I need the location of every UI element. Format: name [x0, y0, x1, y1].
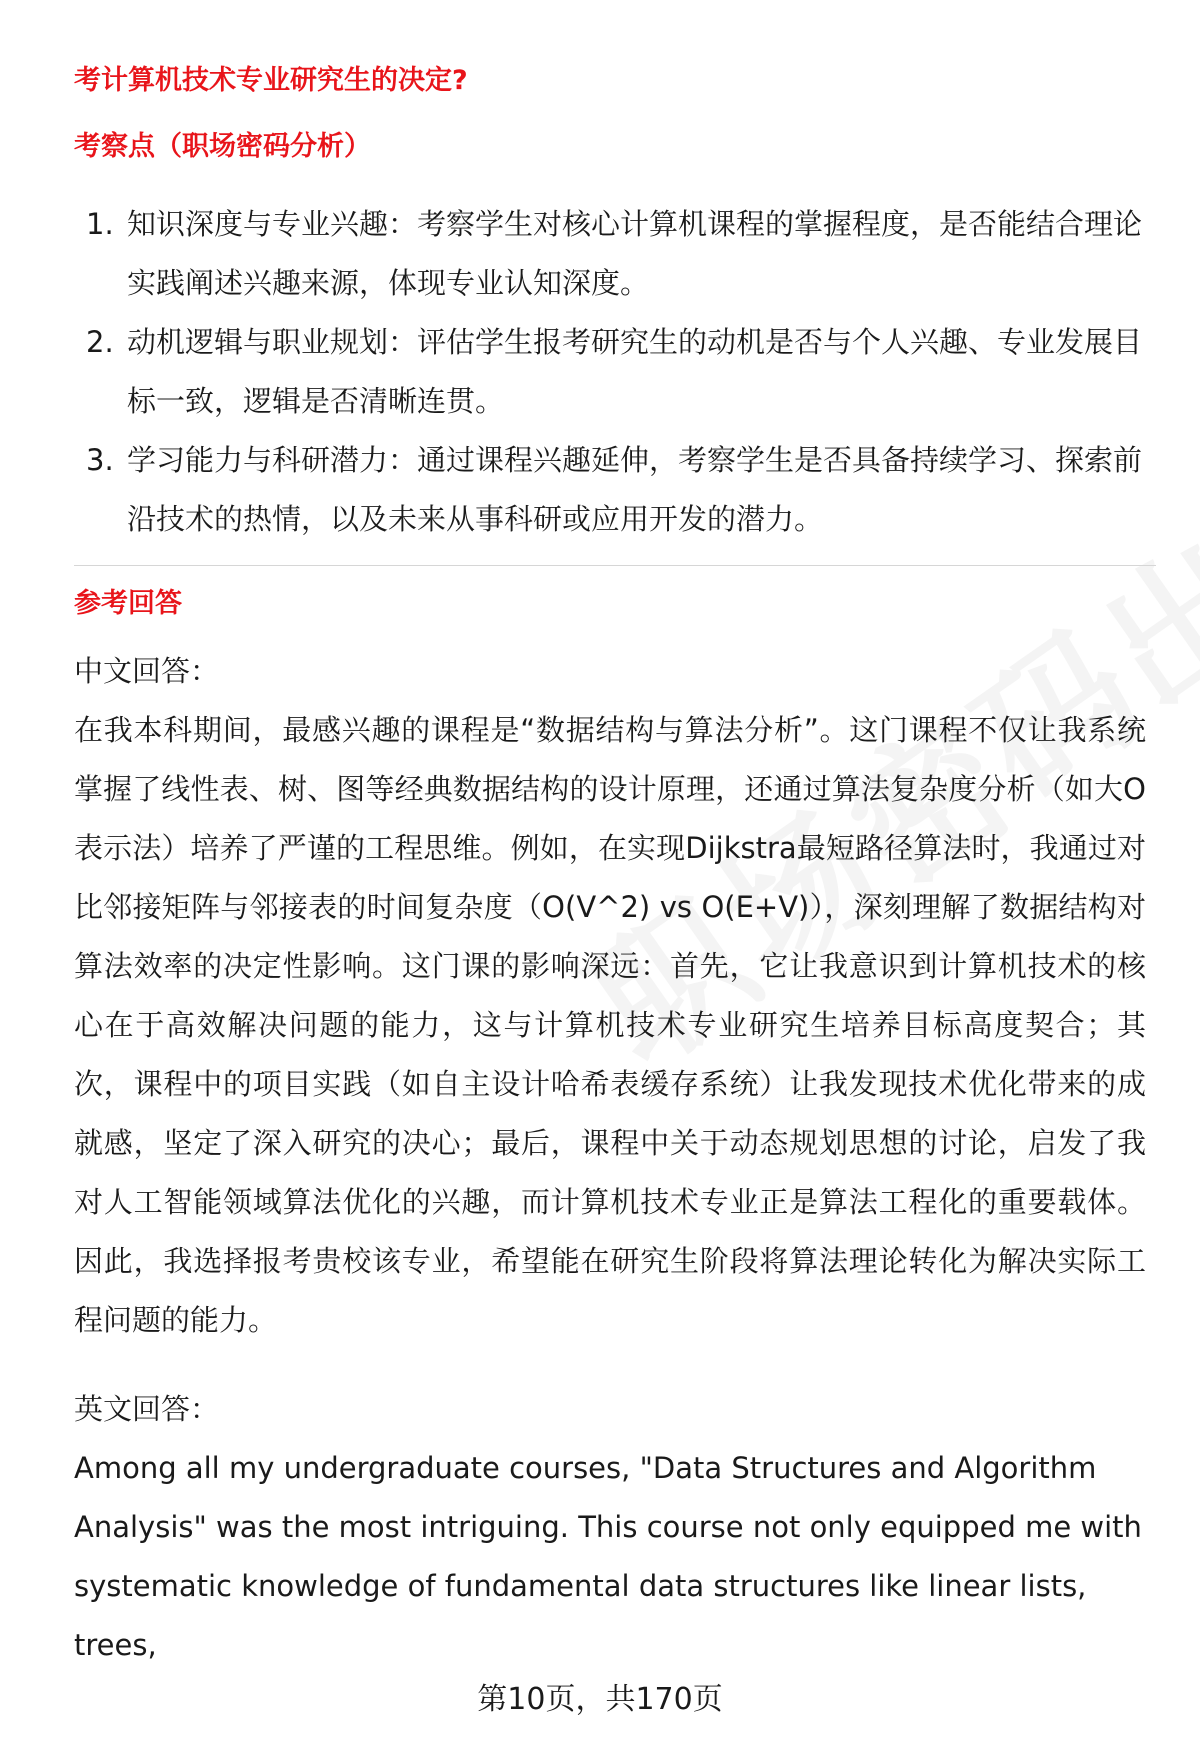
english-answer-label: 英文回答： [74, 1392, 220, 1426]
points-section-title: 考察点（职场密码分析） [74, 131, 371, 162]
list-item-text: 知识深度与专业兴趣：考察学生对核心计算机课程的掌握程度，是否能结合理论实践阐述兴趣来源，体现专业认知深度。 [127, 207, 1143, 300]
question-title: 考计算机技术专业研究生的决定? [74, 65, 468, 96]
chinese-answer-label: 中文回答： [74, 654, 220, 688]
list-item-number: 2. [86, 325, 114, 359]
list-item-text: 学习能力与科研潜力：通过课程兴趣延伸，考察学生是否具备持续学习、探索前沿技术的热情，以及未来从事科研或应用开发的潜力。 [127, 443, 1143, 536]
english-answer-text: Among all my undergraduate courses, "Data Structures and Algorithm Analysis" was the most intriguing. This course not only equipped me with systematic knowledge of fundamental data structures like linear lists, trees, [74, 1451, 1142, 1662]
list-item [74, 195, 1146, 313]
list-item [74, 431, 1146, 549]
points-list [74, 195, 1146, 549]
list-item-text: 动机逻辑与职业规划：评估学生报考研究生的动机是否与个人兴趣、专业发展目标一致，逻辑是否清晰连贯。 [127, 325, 1143, 418]
document-body [74, 55, 1146, 1675]
list-item [74, 313, 1146, 431]
list-item-number: 3. [86, 443, 114, 477]
page-number: 第10页，共170页 [477, 1682, 723, 1717]
list-item-number: 1. [86, 207, 114, 241]
chinese-answer-text: 在我本科期间，最感兴趣的课程是“数据结构与算法分析”。这门课程不仅让我系统掌握了线性表、树、图等经典数据结构的设计原理，还通过算法复杂度分析（如大O表示法）培养了严谨的工程思维。例如，在实现Dijkstra最短路径算法时，我通过对比邻接矩阵与邻接表的时间复杂度（O(V^2) vs O(E+V)），深刻理解了数据结构对算法效率的决定性影响。这门课的影响深远：首先，它让我意识到计算机技术的核心在于高效解决问题的能力，这与计算机技术专业研究生培养目标高度契合；其次，课程中的项目实践（如自主设计哈希表缓存系统）让我发现技术优化带来的成就感，坚定了深入研究的决心；最后，课程中关于动态规划思想的讨论，启发了我对人工智能领域算法优化的兴趣，而计算机技术专业正是算法工程化的重要载体。因此，我选择报考贵校该专业，希望能在研究生阶段将算法理论转化为解决实际工程问题的能力。 [74, 713, 1146, 1337]
answer-section-title: 参考回答 [74, 588, 182, 619]
section-divider [74, 565, 1156, 566]
